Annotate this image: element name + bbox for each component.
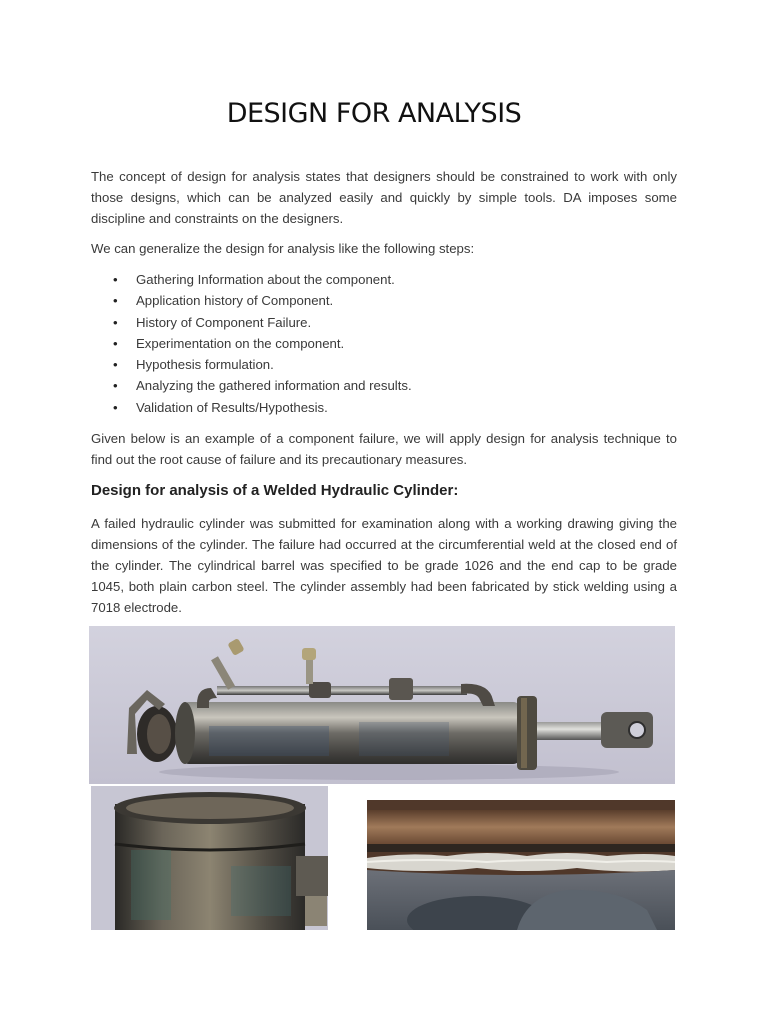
bullet-icon: • [113,293,118,309]
cylinder-end-closeup-photo [91,786,328,930]
list-item [91,290,677,311]
list-item [91,397,677,418]
steps-intro-paragraph: We can generalize the design for analysis like the following steps: [91,241,475,256]
list-item [91,375,677,396]
list-item-text: History of Component Failure. [136,314,312,330]
weld-fracture-photo [367,800,675,930]
bullet-icon: • [113,314,118,330]
list-item-text: Validation of Results/Hypothesis. [136,399,328,415]
section-heading: Design for analysis of a Welded Hydraulic Cylinder: [91,482,459,499]
page-title: DESIGN FOR ANALYSIS [226,98,522,129]
list-item-text: Application history of Component. [136,293,334,309]
example-intro-paragraph: Given below is an example of a component failure, we will apply design for analysis technique to find out the root cause of failure and its precautionary measures. [91,431,677,467]
list-item-text: Analyzing the gathered information and results. [136,378,412,394]
list-item-text: Experimentation on the component. [136,335,345,351]
list-item [91,269,677,290]
bullet-icon: • [113,378,118,394]
list-item [91,312,677,333]
list-item-text: Hypothesis formulation. [136,357,274,373]
list-item [91,354,677,375]
list-item-text: Gathering Information about the component. [136,272,395,287]
bullet-icon: • [113,335,118,351]
list-item [91,333,677,354]
cylinder-description-paragraph: A failed hydraulic cylinder was submitted for examination along with a working drawing giving the dimensions of the cylinder. The failure had occurred at the circumferential weld at the closed end of the cylinder. The cylindrical barrel was specified to be grade 1026 and the end cap to be grade 1045, both plain carbon steel. The cylinder assembly had been fabricated by stick welding using a 7018 electrode. [91,516,677,615]
bullet-icon: • [113,357,118,373]
bullet-icon: • [113,272,118,287]
bullet-icon: • [113,399,118,415]
steps-list [91,269,677,418]
hydraulic-cylinder-photo [89,626,675,784]
intro-paragraph: The concept of design for analysis states that designers should be constrained to work with only those designs, which can be analyzed easily and quickly by simple tools. DA imposes some discipline and constraints on the designers. [91,169,677,226]
